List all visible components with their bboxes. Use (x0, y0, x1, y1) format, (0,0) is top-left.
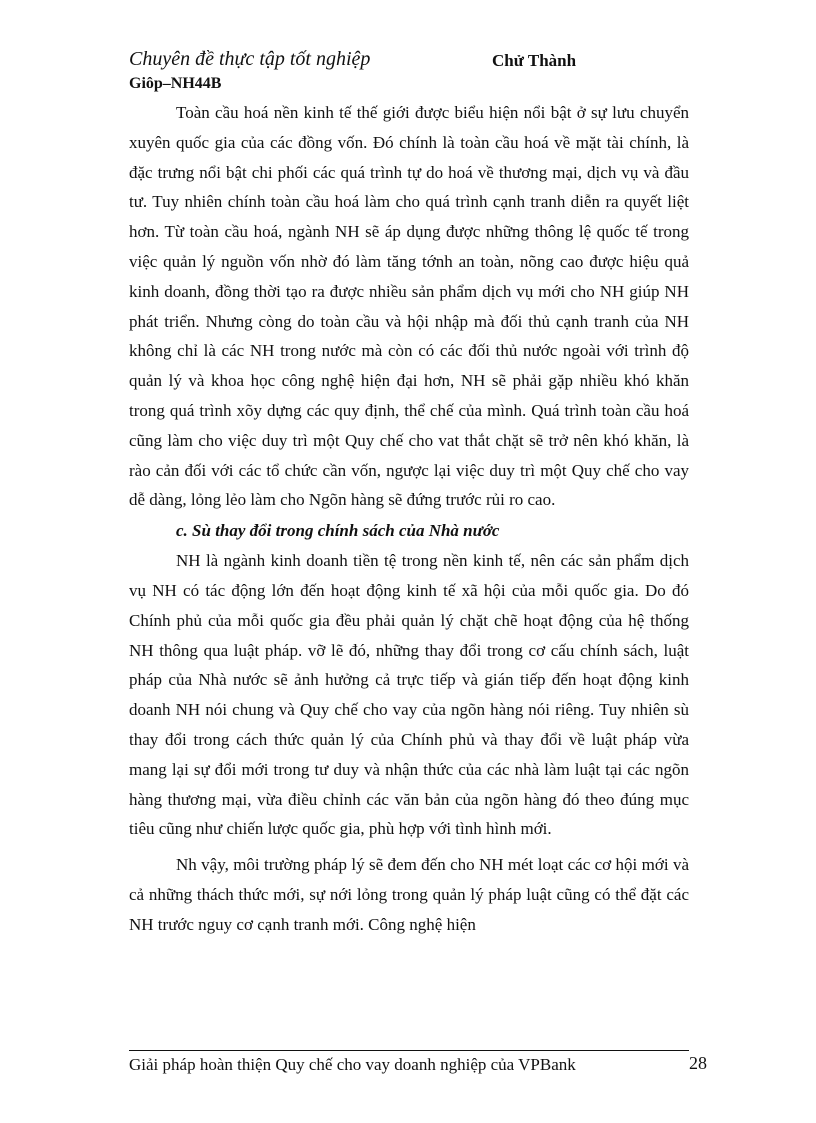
header-title: Chuyên đề thực tập tốt nghiệp (129, 48, 371, 70)
document-body (129, 98, 689, 940)
header-class-code: Giôp–NH44B (129, 75, 222, 92)
section-heading: c. Sù thay đổi trong chính sách của Nhà nước (176, 521, 500, 541)
footer-text: Giải pháp hoàn thiện Quy chế cho vay doanh nghiệp của VPBank (129, 1055, 576, 1074)
page-number: 28 (689, 1053, 707, 1073)
paragraph-legal-environment: Nh vậy, môi trường pháp lý sẽ đem đến cho NH mét loạt các cơ hội mới và cả những thách thức mới, sự nới lỏng trong quản lý pháp luật cũng có thể đặt các NH trước nguy cơ cạnh tranh mới. Công nghệ hiện (129, 855, 689, 934)
paragraph-policy-change: NH là ngành kinh doanh tiền tệ trong nền kinh tế, nên các sản phẩm dịch vụ NH có tác động lớn đến hoạt động kinh tế xã hội của mỗi quốc gia. Do đó Chính phủ của mỗi quốc gia đều phải quản lý chặt chẽ hoạt động của hệ thống NH thông qua luật pháp. vỡ lẽ đó, những thay đổi trong cơ cấu chính sách, luật pháp của Nhà nước sẽ ảnh hưởng cả trực tiếp và gián tiếp đến hoạt động kinh doanh NH nói chung và Quy chế cho vay của ngõn hàng nói riêng. Tuy nhiên sù thay đổi trong cách thức quản lý của Chính phủ và thay đổi về luật pháp vừa mang lại sự đổi mới trong tư duy và nhận thức của các nhà làm luật tại các ngõn hàng thương mại, vừa điều chỉnh các văn bản của ngõn hàng đó theo đúng mục tiêu cũng như chiến lược quốc gia, phù hợp với tình hình mới. (129, 551, 689, 839)
footer-divider (129, 1050, 689, 1051)
header-author: Chử Thành (492, 51, 577, 70)
paragraph-globalization: Toàn cầu hoá nền kinh tế thế giới được biểu hiện nổi bật ở sự lưu chuyển xuyên quốc gia của các đồng vốn. Đó chính là toàn cầu hoá về mặt tài chính, là đặc trưng nổi bật chi phối các quá trình tự do hoá về thương mại, dịch vụ và đầu tư. Tuy nhiên chính toàn cầu hoá làm cho quá trình cạnh tranh diễn ra quyết liệt hơn. Từ toàn cầu hoá, ngành NH sẽ áp dụng được những thông lệ quốc tế trong việc quản lý nguồn vốn nhờ đó làm tăng tớnh an toàn, nõng cao được hiệu quả kinh doanh, đồng thời tạo ra được nhiều sản phẩm dịch vụ mới cho NH giúp NH phát triển. Nhưng còng do toàn cầu và hội nhập mà đối thủ cạnh tranh của NH không chỉ là các NH trong nước mà còn có các đối thủ nước ngoài với trình độ quản lý và khoa học công nghệ hiện đại hơn, NH sẽ phải gặp nhiều khó khăn trong quá trình xõy dựng các quy định, thể chế của mình. Quá trình toàn cầu hoá cũng làm cho việc duy trì một Quy chế cho vat thắt chặt sẽ trở nên khó khăn, là rào cản đối với các tổ chức cần vốn, ngược lại việc duy trì một Quy chế cho vay dễ dàng, lỏng lẻo làm cho Ngõn hàng sẽ đứng trước rủi ro cao. (129, 103, 689, 510)
